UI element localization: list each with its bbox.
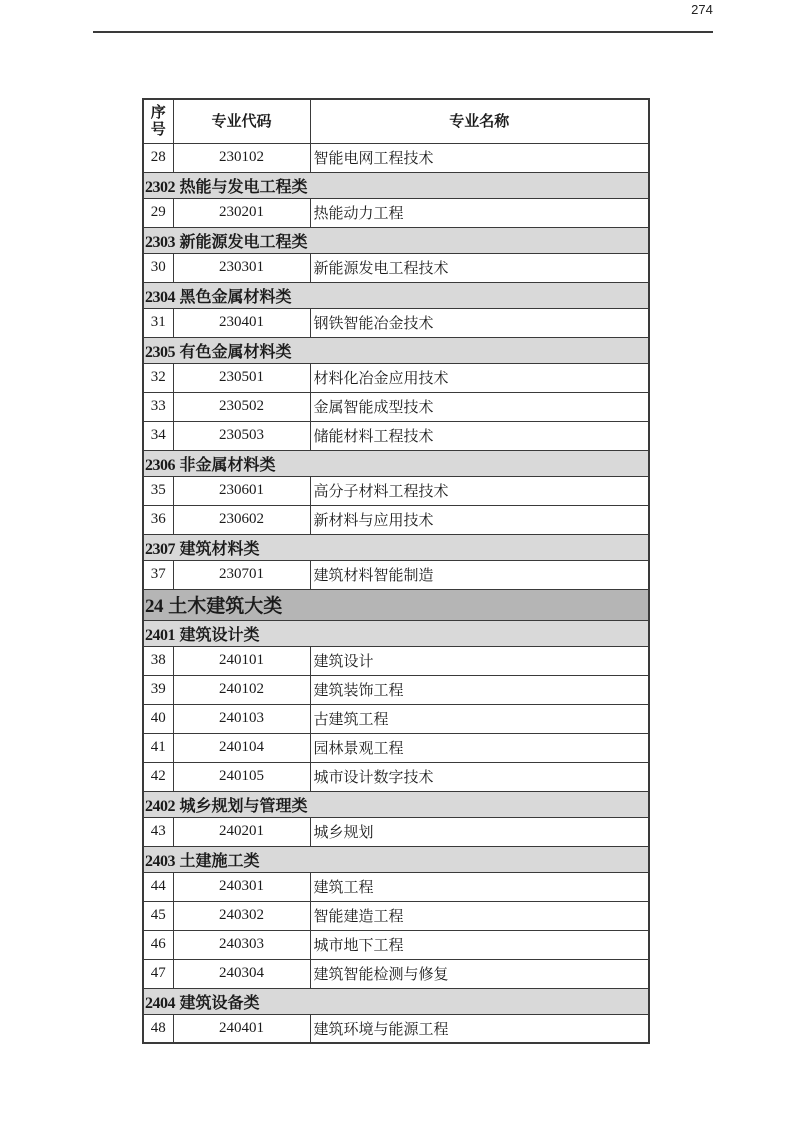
section-label: 建筑设计类 bbox=[179, 626, 260, 644]
table-row bbox=[143, 872, 649, 901]
major-code-cell: 240105 bbox=[173, 762, 310, 791]
major-name-cell: 智能电网工程技术 bbox=[310, 143, 649, 172]
section-header-row bbox=[143, 172, 649, 198]
table-row bbox=[143, 308, 649, 337]
section-label: 建筑材料类 bbox=[179, 540, 260, 558]
major-code-cell: 230701 bbox=[173, 560, 310, 589]
category-label: 土木建筑大类 bbox=[168, 596, 283, 617]
major-name-cell: 建筑设计 bbox=[310, 646, 649, 675]
section-header-row bbox=[143, 846, 649, 872]
serial-number-cell: 29 bbox=[143, 198, 173, 227]
major-name-cell: 新材料与应用技术 bbox=[310, 505, 649, 534]
major-name-cell: 园林景观工程 bbox=[310, 733, 649, 762]
serial-number-cell: 32 bbox=[143, 363, 173, 392]
section-header-row bbox=[143, 620, 649, 646]
header-serial-number: 序号 bbox=[143, 99, 173, 143]
table-row bbox=[143, 959, 649, 988]
major-code-cell: 240301 bbox=[173, 872, 310, 901]
serial-number-cell: 35 bbox=[143, 476, 173, 505]
table-row bbox=[143, 392, 649, 421]
serial-number-cell: 38 bbox=[143, 646, 173, 675]
serial-number-cell: 30 bbox=[143, 253, 173, 282]
table-row bbox=[143, 198, 649, 227]
section-header-cell bbox=[143, 791, 649, 817]
serial-number-cell: 34 bbox=[143, 421, 173, 450]
serial-number-cell: 37 bbox=[143, 560, 173, 589]
major-name-cell: 建筑环境与能源工程 bbox=[310, 1014, 649, 1043]
major-code-cell: 230201 bbox=[173, 198, 310, 227]
section-header-row bbox=[143, 450, 649, 476]
serial-number-cell: 31 bbox=[143, 308, 173, 337]
major-code-cell: 240401 bbox=[173, 1014, 310, 1043]
major-code-cell: 240101 bbox=[173, 646, 310, 675]
serial-number-cell: 46 bbox=[143, 930, 173, 959]
major-name-cell: 金属智能成型技术 bbox=[310, 392, 649, 421]
major-name-cell: 储能材料工程技术 bbox=[310, 421, 649, 450]
section-code: 2306 bbox=[145, 456, 175, 474]
section-header-cell bbox=[143, 337, 649, 363]
table-row bbox=[143, 143, 649, 172]
section-header-row bbox=[143, 337, 649, 363]
section-code: 2404 bbox=[145, 994, 175, 1012]
category-code: 24 bbox=[145, 596, 163, 617]
table-row bbox=[143, 704, 649, 733]
section-label: 黑色金属材料类 bbox=[179, 288, 292, 306]
major-code-cell: 230401 bbox=[173, 308, 310, 337]
section-header-row bbox=[143, 791, 649, 817]
section-header-row bbox=[143, 534, 649, 560]
major-code-cell: 230502 bbox=[173, 392, 310, 421]
serial-number-cell: 44 bbox=[143, 872, 173, 901]
section-code: 2403 bbox=[145, 852, 175, 870]
section-header-cell bbox=[143, 282, 649, 308]
section-code: 2402 bbox=[145, 797, 175, 815]
section-label: 新能源发电工程类 bbox=[179, 233, 308, 251]
header-major-code: 专业代码 bbox=[173, 99, 310, 143]
header-major-name: 专业名称 bbox=[310, 99, 649, 143]
section-label: 热能与发电工程类 bbox=[179, 178, 308, 196]
section-label: 建筑设备类 bbox=[179, 994, 260, 1012]
table-header-row bbox=[143, 99, 649, 143]
major-code-cell: 230601 bbox=[173, 476, 310, 505]
table-row bbox=[143, 901, 649, 930]
major-code-cell: 230503 bbox=[173, 421, 310, 450]
table-row bbox=[143, 363, 649, 392]
major-code-cell: 240102 bbox=[173, 675, 310, 704]
section-label: 土建施工类 bbox=[179, 852, 260, 870]
section-label: 城乡规划与管理类 bbox=[179, 797, 308, 815]
serial-number-cell: 41 bbox=[143, 733, 173, 762]
table-row bbox=[143, 505, 649, 534]
major-code-cell: 240304 bbox=[173, 959, 310, 988]
serial-number-cell: 45 bbox=[143, 901, 173, 930]
major-name-cell: 建筑智能检测与修复 bbox=[310, 959, 649, 988]
major-code-cell: 230102 bbox=[173, 143, 310, 172]
major-code-cell: 240104 bbox=[173, 733, 310, 762]
table-row bbox=[143, 930, 649, 959]
major-name-cell: 钢铁智能冶金技术 bbox=[310, 308, 649, 337]
section-code: 2302 bbox=[145, 178, 175, 196]
category-header-cell bbox=[143, 589, 649, 620]
major-name-cell: 建筑材料智能制造 bbox=[310, 560, 649, 589]
major-name-cell: 城市设计数字技术 bbox=[310, 762, 649, 791]
header-rule bbox=[93, 31, 713, 33]
table-row bbox=[143, 817, 649, 846]
section-header-row bbox=[143, 227, 649, 253]
serial-number-cell: 47 bbox=[143, 959, 173, 988]
table-row bbox=[143, 476, 649, 505]
serial-number-cell: 39 bbox=[143, 675, 173, 704]
section-label: 非金属材料类 bbox=[179, 456, 276, 474]
major-code-cell: 240303 bbox=[173, 930, 310, 959]
section-code: 2303 bbox=[145, 233, 175, 251]
major-name-cell: 城市地下工程 bbox=[310, 930, 649, 959]
section-code: 2401 bbox=[145, 626, 175, 644]
table-row bbox=[143, 646, 649, 675]
section-code: 2304 bbox=[145, 288, 175, 306]
section-code: 2307 bbox=[145, 540, 175, 558]
serial-number-cell: 48 bbox=[143, 1014, 173, 1043]
table-row bbox=[143, 1014, 649, 1043]
major-code-cell: 240201 bbox=[173, 817, 310, 846]
section-label: 有色金属材料类 bbox=[179, 343, 292, 361]
section-code: 2305 bbox=[145, 343, 175, 361]
table-row bbox=[143, 733, 649, 762]
serial-number-cell: 28 bbox=[143, 143, 173, 172]
major-name-cell: 热能动力工程 bbox=[310, 198, 649, 227]
table-row bbox=[143, 253, 649, 282]
table-body bbox=[143, 99, 649, 1043]
section-header-row bbox=[143, 282, 649, 308]
section-header-cell bbox=[143, 846, 649, 872]
serial-number-cell: 42 bbox=[143, 762, 173, 791]
major-code-cell: 240103 bbox=[173, 704, 310, 733]
section-header-cell bbox=[143, 172, 649, 198]
major-name-cell: 建筑装饰工程 bbox=[310, 675, 649, 704]
section-header-cell bbox=[143, 450, 649, 476]
section-header-row bbox=[143, 988, 649, 1014]
major-code-cell: 230602 bbox=[173, 505, 310, 534]
serial-number-cell: 43 bbox=[143, 817, 173, 846]
section-header-cell bbox=[143, 227, 649, 253]
major-catalog-table bbox=[142, 98, 650, 1044]
major-code-cell: 230501 bbox=[173, 363, 310, 392]
serial-number-cell: 40 bbox=[143, 704, 173, 733]
serial-number-cell: 36 bbox=[143, 505, 173, 534]
major-name-cell: 城乡规划 bbox=[310, 817, 649, 846]
major-name-cell: 高分子材料工程技术 bbox=[310, 476, 649, 505]
section-header-cell bbox=[143, 620, 649, 646]
major-name-cell: 材料化冶金应用技术 bbox=[310, 363, 649, 392]
table-row bbox=[143, 560, 649, 589]
major-name-cell: 智能建造工程 bbox=[310, 901, 649, 930]
page-number: 274 bbox=[691, 2, 713, 17]
major-name-cell: 古建筑工程 bbox=[310, 704, 649, 733]
section-header-cell bbox=[143, 534, 649, 560]
major-code-cell: 230301 bbox=[173, 253, 310, 282]
major-name-cell: 建筑工程 bbox=[310, 872, 649, 901]
section-header-cell bbox=[143, 988, 649, 1014]
table-row bbox=[143, 762, 649, 791]
major-code-cell: 240302 bbox=[173, 901, 310, 930]
table-row bbox=[143, 421, 649, 450]
table-row bbox=[143, 675, 649, 704]
major-name-cell: 新能源发电工程技术 bbox=[310, 253, 649, 282]
serial-number-cell: 33 bbox=[143, 392, 173, 421]
category-header-row bbox=[143, 589, 649, 620]
